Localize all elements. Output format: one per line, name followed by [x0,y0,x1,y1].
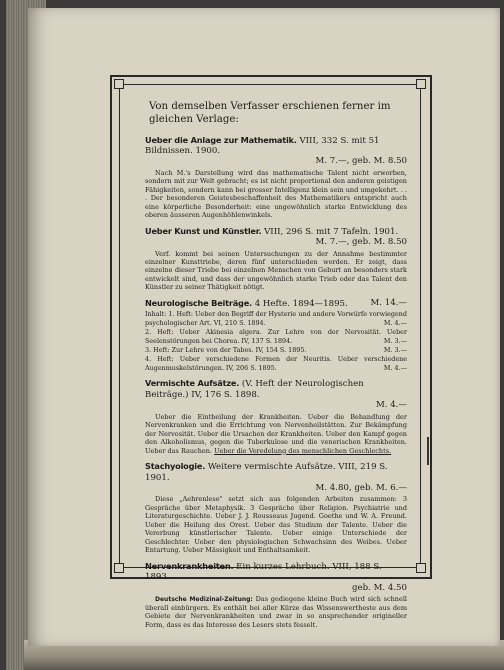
book-entry [145,461,407,555]
review-text: Das gediegene kleine Buch wird sich schnell überall einbürgern. Es enthält bei aller Kürze das Wissenswertheste aus dem Gebiete der Nervenkrankheiten und zwar in so ansprechender origineller Form, dass es das Interesse des Lesers stets fesselt. [145,595,407,629]
pencil-margin-mark [427,437,429,465]
entry-header [145,135,407,167]
volume-item [145,355,407,372]
volume-price: M. 4.— [383,363,407,372]
book-title: Ueber Kunst und Künstler. [145,225,262,236]
book-description: Diese „Aehrenlese" setzt sich aus folgenden Arbeiten zusammen: 3 Gespräche über Metaphysik. 3 Gespräche über Religion. Psychiatrie und Literaturgeschichte. Ueber J. J. Rousseaus Jugend. Goethe und W. A. Freund. Ueber die Heilung des Orest. Ueber das Studium der Talente. Ueber die Vererbung künstlerischer Talente. Ueber einige Unterschiede der Geschlechter. Ueber den physiologischen Schwachsinn des Weibes. Ueber Entartung. Ueber Mässigkeit und Enthaltsamkeit. [145,495,407,555]
book-price: M. 4.— [375,400,407,411]
frame-corner-ornament [114,563,124,573]
volume-item [145,328,407,345]
book-meta: 4 Hefte. 1894—1895. [254,298,348,309]
book-meta: Weitere vermischte Aufsätze. VIII, 219 S. 1901. [145,462,388,483]
entry-header [145,226,407,248]
book-meta: VIII, 332 S. mit 51 Bildnissen. 1900. [145,135,380,156]
book-entry [145,226,407,292]
advertisement-content [145,100,407,629]
book-entry [145,561,407,630]
book-entry [145,135,407,220]
book-title: Neurologische Beiträge. [145,297,252,308]
book-price: M. 14.— [370,297,407,308]
book-review [145,595,407,629]
entry-header [145,378,407,410]
volume-price: M. 3.— [383,336,407,345]
book-description [145,413,407,455]
frame-corner-ornament [114,79,124,89]
volume-text: 3. Heft: Zur Lehre von der Tabes. IV, 154 S. 1895. [145,346,307,355]
book-title: Ueber die Anlage zur Mathematik. [145,134,297,145]
book-title: Stachyologie. [145,461,206,472]
volume-price: M. 4.— [383,318,407,327]
book-description: Nach M.'s Darstellung wird das mathematische Talent nicht erworben, sondern mit zur Welt gebracht; es ist nicht proportional den anderen geistigen Fähigkeiten, sondern kann bei grosser Intelligenz klein sein und umgekehrt. . . . Der besonderen Geistesbeschaffenheit des Mathematikers entspricht auch eine körperliche Besonderheit: eine ungewöhnlich starke Entwicklung des oberen äusseren Augenhöhlenwinkels. [145,168,407,220]
page-heading: Von demselben Verfasser erschienen ferner im gleichen Verlage: [149,101,391,126]
book-price: M. 7.—, geb. M. 8.50 [315,156,407,167]
volume-item [145,346,407,354]
review-source: Deutsche Medizinal-Zeitung: [155,596,253,603]
entry-header [145,561,407,593]
frame-corner-ornament [416,563,426,573]
book-price: geb. M. 4.50 [352,582,407,593]
frame-corner-ornament [416,79,426,89]
entry-header [145,461,407,493]
underlined-description: Ueber die Veredelung des menschlichen Geschlechts. [214,446,392,455]
book-entry [145,298,407,373]
book-price: M. 4.80, geb. M. 6.— [315,483,407,493]
volume-text: Inhalt: 1. Heft: Ueber den Begriff der Hysterie und andere Vorwürfe vorwiegend psychologischer Art. VI, 210 S. 1894. [145,310,407,327]
volume-text: 2. Heft: Ueber Akinesia algera. Zur Lehre von der Nervosität. Ueber Seelenstörungen bei Chorea. IV, 137 S. 1894. [145,328,407,345]
volume-item [145,310,407,327]
book-title: Nervenkrankheiten. [145,560,234,571]
entry-header [145,298,407,309]
description-text: Ueber die Eintheilung der Krankheiten. Ueber die Behandlung der Nervenkranken und die Errichtung von Nervenheilstätten. Zur Bekämpfung der Nervosität. Ueber die Ursachen der Krankheiten. Ueber den Kampf gegen den Alkoholismus, gegen die Tuberkulose und die venerischen Krankheiten. Ueber das Rauchen. [145,412,407,455]
book-meta: Ein kurzes Lehrbuch. VIII, 188 S. 1893. [145,561,382,583]
book-title: Vermischte Aufsätze. [145,378,240,389]
book-price: M. 7.—, geb. M. 8.50 [315,237,407,248]
book-entry [145,378,407,455]
volume-price: M. 3.— [383,346,407,355]
book-meta: VIII, 296 S. mit 7 Tafeln. 1901. [264,226,399,237]
book-meta: (V. Heft der Neurologischen Beiträge.) IV, 176 S. 1898. [145,379,364,400]
volume-text: 4. Heft: Ueber verschiedene Formen der Neuritis. Ueber verschiedene Augenmuskelstörungen. IV, 206 S. 1895. [145,355,407,372]
book-description: Verf. kommt bei seinen Untersuchungen zu der Annahme bestimmter einzelner Kunsttriebe, deren fünf unterschieden werden. Er zeigt, dass einzelne dieser Triebe bei einzelnen Menschen von Geburt an besonders stark entwickelt sind, und dass der ungewöhnlich starke Trieb oder das Talent den Künstler zu seiner Thätigkeit nötigt. [145,249,407,292]
